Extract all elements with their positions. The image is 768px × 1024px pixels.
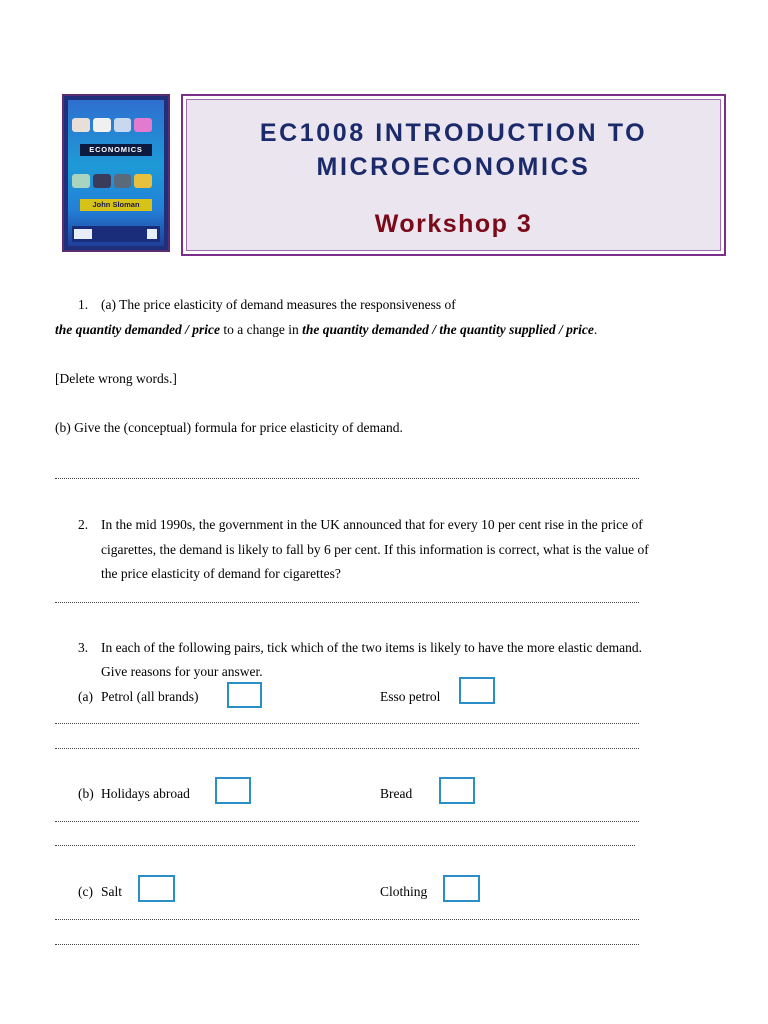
q1-options-2: the quantity demanded / the quantity supplied / price xyxy=(302,322,594,337)
q1-end: . xyxy=(593,322,598,337)
q3b-label: (b) xyxy=(78,786,94,801)
q2-number: 2. xyxy=(78,517,89,532)
book-cover-art xyxy=(68,100,164,246)
answer-line-q3c-1[interactable] xyxy=(55,915,639,920)
q1-delete-note: [Delete wrong words.] xyxy=(55,371,177,386)
q1-number: 1. xyxy=(78,297,89,312)
q3-line2: Give reasons for your answer. xyxy=(101,664,263,679)
q3a-left-item: Petrol (all brands) xyxy=(101,689,199,704)
cover-publisher-strip xyxy=(72,226,160,242)
book-cover xyxy=(62,94,170,252)
publisher-logo-icon xyxy=(74,229,92,239)
course-title-line2: MICROECONOMICS xyxy=(316,153,591,181)
q2-line2: cigarettes, the demand is likely to fall by 6 per cent. If this information is correct, what is the value of xyxy=(101,542,649,557)
q2-line1: In the mid 1990s, the government in the UK announced that for every 10 per cent rise in the price of xyxy=(101,517,643,532)
q3a-left-tickbox[interactable] xyxy=(227,682,262,708)
q3-number: 3. xyxy=(78,640,89,655)
workshop-subtitle: Workshop 3 xyxy=(374,210,533,238)
q3c-right-tickbox[interactable] xyxy=(443,875,480,902)
q1-options-1: the quantity demanded / price xyxy=(55,322,220,337)
answer-line-q3c-2[interactable] xyxy=(55,940,639,945)
q3c-label: (c) xyxy=(78,884,93,899)
q3a-label: (a) xyxy=(78,689,93,704)
q3-line1: In each of the following pairs, tick which of the two items is likely to have the more elastic demand. xyxy=(101,640,642,655)
q3b-right-tickbox[interactable] xyxy=(439,777,475,804)
q1-b-text: (b) Give the (conceptual) formula for price elasticity of demand. xyxy=(55,420,403,435)
q3b-left-item: Holidays abroad xyxy=(101,786,190,801)
q3a-right-item: Esso petrol xyxy=(380,689,441,704)
q3c-left-item: Salt xyxy=(101,884,123,899)
answer-line-q3a-2[interactable] xyxy=(55,744,639,749)
q3b-left-tickbox[interactable] xyxy=(215,777,251,804)
q3b-right-item: Bread xyxy=(380,786,413,801)
q2-line3: the price elasticity of demand for cigarettes? xyxy=(101,566,341,581)
cover-author: John Sloman xyxy=(80,199,152,211)
cover-title: ECONOMICS xyxy=(80,144,152,156)
answer-line-q3a-1[interactable] xyxy=(55,719,639,724)
answer-line-q3b-1[interactable] xyxy=(55,817,639,822)
course-title-line1: EC1008 INTRODUCTION TO xyxy=(259,119,648,147)
q3c-right-item: Clothing xyxy=(380,884,428,899)
answer-line-q2[interactable] xyxy=(55,598,639,603)
answer-line-q3b-2[interactable] xyxy=(55,841,635,846)
cover-thumbnails-top xyxy=(72,118,152,132)
q1-a-text: (a) The price elasticity of demand measures the responsiveness of xyxy=(101,297,456,312)
cover-thumbnails-middle xyxy=(72,174,152,188)
cover-badge-icon xyxy=(147,229,157,239)
q3a-right-tickbox[interactable] xyxy=(459,677,495,704)
answer-line-q1b[interactable] xyxy=(55,474,639,479)
q3c-left-tickbox[interactable] xyxy=(138,875,175,902)
q1-mid-text: to a change in xyxy=(220,322,303,337)
q1-options-line xyxy=(55,321,597,338)
title-box xyxy=(181,94,726,256)
